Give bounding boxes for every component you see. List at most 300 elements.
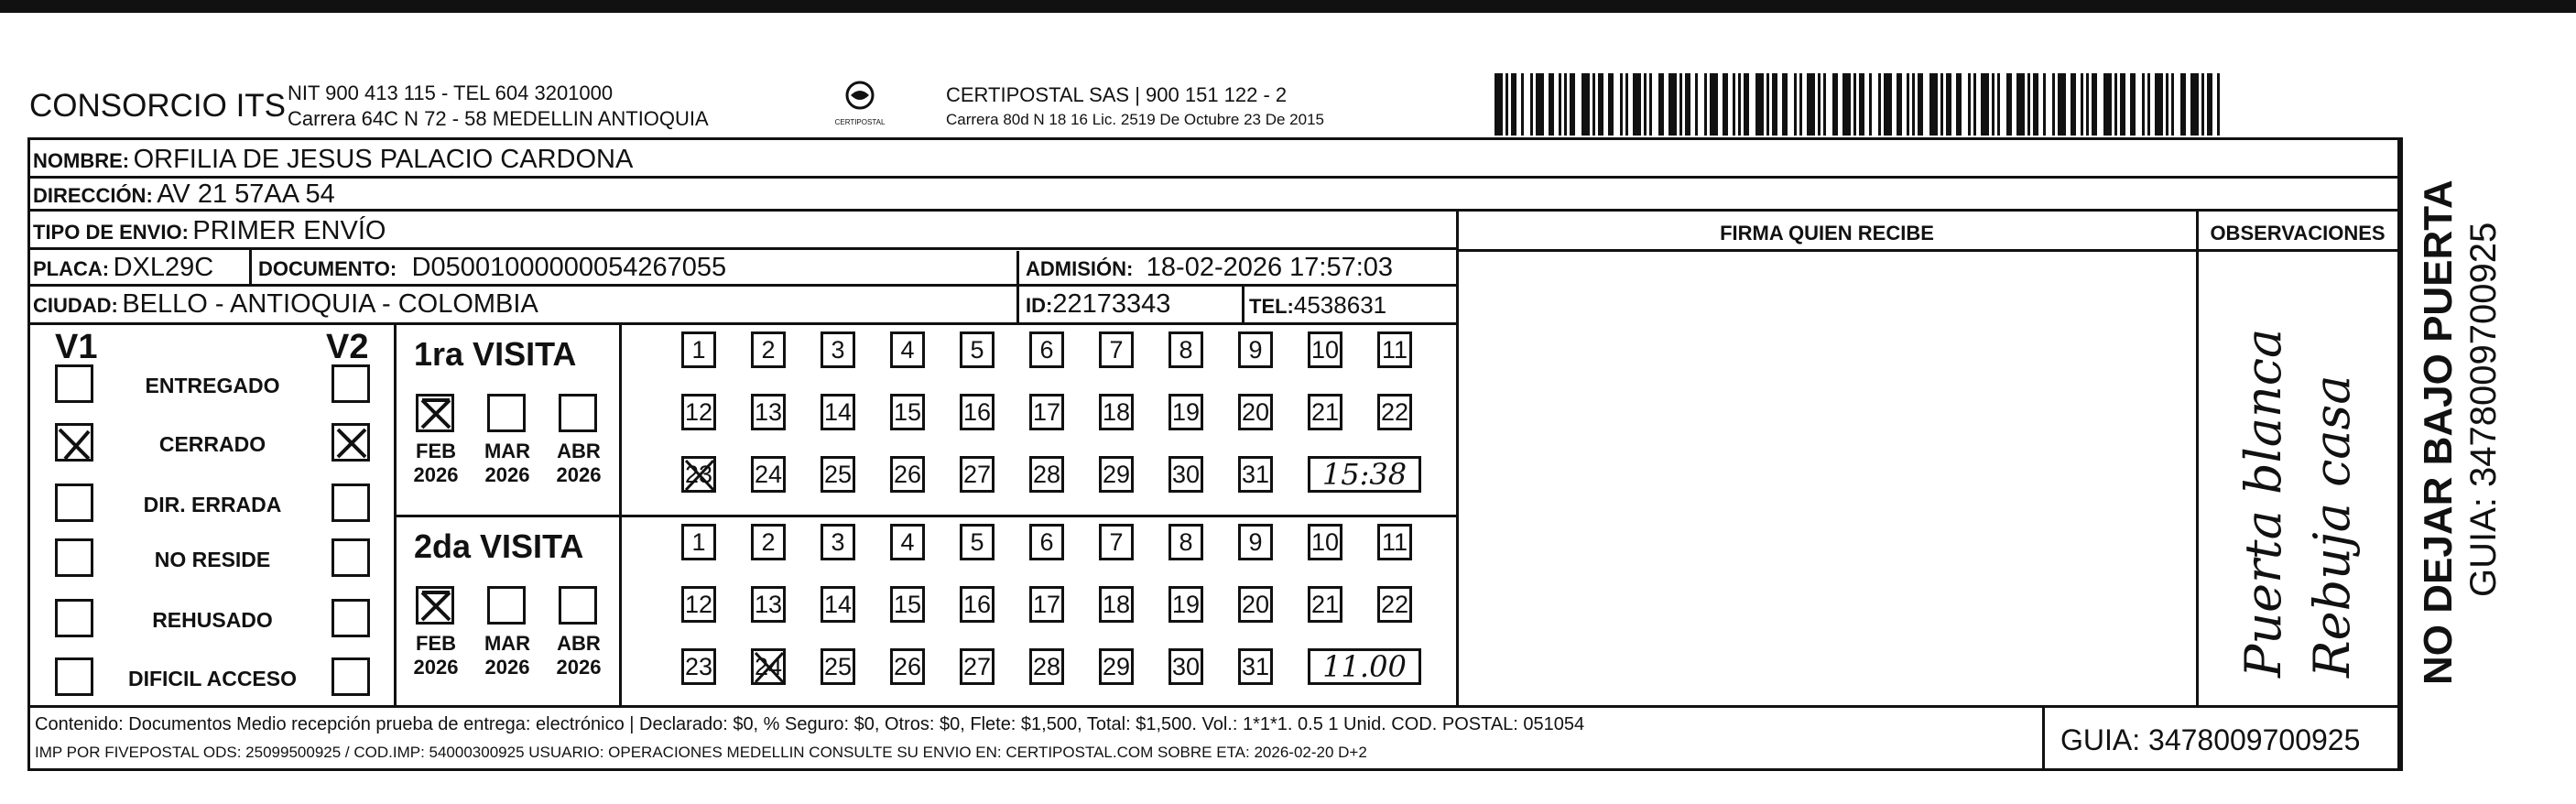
direccion-label: DIRECCIÓN:	[33, 184, 153, 207]
month-name: FEB	[416, 632, 456, 655]
day-number: 29	[1102, 460, 1131, 488]
v1-checkbox[interactable]	[55, 599, 93, 637]
month-year: 2026	[484, 656, 530, 679]
barcode-bar	[1581, 73, 1590, 136]
day-number: 14	[823, 590, 853, 618]
id-label: ID:	[1026, 294, 1053, 317]
month-name: FEB	[416, 440, 456, 462]
day-number: 1	[691, 527, 706, 556]
day-number: 31	[1241, 652, 1270, 680]
svg-text:CERTIPOSTAL: CERTIPOSTAL	[834, 118, 886, 126]
barcode-bar	[2207, 73, 2212, 136]
day-box[interactable]	[890, 394, 925, 430]
barcode-bar	[1794, 73, 1797, 136]
barcode-bar	[1755, 73, 1764, 136]
barcode-bar	[1649, 73, 1652, 136]
day-number: 9	[1248, 335, 1263, 364]
day-number: 16	[962, 590, 992, 618]
day-number: 13	[754, 397, 783, 426]
day-number: 15	[893, 590, 922, 618]
v2-checkbox[interactable]	[332, 538, 370, 577]
barcode-bar	[2155, 73, 2163, 136]
admision-value: 18-02-2026 17:57:03	[1146, 253, 1394, 282]
barcode-bar	[2171, 73, 2174, 136]
barcode-bar	[1592, 73, 1595, 136]
day-number: 22	[1380, 397, 1409, 426]
day-box[interactable]	[1168, 586, 1203, 623]
courier-name: CERTIPOSTAL SAS | 900 151 122 - 2	[946, 83, 1288, 106]
day-box[interactable]	[681, 331, 716, 368]
status-label: CERRADO	[158, 432, 266, 456]
barcode-bar	[1658, 73, 1664, 136]
barcode-bar	[1992, 73, 1994, 136]
day-box[interactable]	[1029, 524, 1064, 560]
barcode-bar	[1946, 73, 1951, 136]
barcode-bar	[2217, 73, 2220, 136]
day-box[interactable]	[890, 456, 925, 493]
day-number: 2	[761, 335, 776, 364]
barcode-bar	[1559, 73, 1561, 136]
barcode-bar	[1766, 73, 1769, 136]
barcode-bar	[1997, 73, 2000, 136]
divider	[27, 209, 2403, 212]
barcode-bar	[2120, 73, 2125, 136]
day-number: 8	[1179, 335, 1193, 364]
month-year: 2026	[556, 656, 602, 679]
divider	[2196, 209, 2199, 705]
barcode-bar	[1644, 73, 1647, 136]
day-number: 4	[900, 527, 915, 556]
barcode-bar	[1973, 73, 1976, 136]
day-box[interactable]	[821, 648, 855, 685]
status-label: ENTREGADO	[145, 374, 280, 397]
day-box[interactable]	[681, 394, 716, 430]
barcode-bar	[1679, 73, 1682, 136]
day-number: 27	[962, 460, 992, 488]
day-box[interactable]	[821, 394, 855, 430]
day-number: 13	[754, 590, 783, 618]
day-number: 4	[900, 335, 915, 364]
barcode-bar	[2033, 73, 2038, 136]
day-number: 27	[962, 652, 992, 680]
sender-address: Carrera 64C N 72 - 58 MEDELLIN ANTIOQUIA	[288, 107, 709, 130]
day-box[interactable]	[1029, 331, 1064, 368]
day-box[interactable]	[1377, 586, 1412, 623]
day-number: 29	[1102, 652, 1131, 680]
day-number: 9	[1248, 527, 1263, 556]
v1-checkbox[interactable]	[55, 483, 93, 522]
v1-checkbox[interactable]	[55, 364, 93, 403]
month-name: MAR	[484, 440, 531, 462]
day-number: 2	[761, 527, 776, 556]
day-number: 18	[1102, 590, 1131, 618]
day-number: 10	[1310, 335, 1340, 364]
day-number: 14	[823, 397, 853, 426]
month-name: MAR	[484, 632, 531, 655]
barcode-bar	[1744, 73, 1749, 136]
barcode-bar	[1878, 73, 1881, 136]
tipo-envio-label: TIPO DE ENVIO:	[33, 221, 189, 244]
status-label: REHUSADO	[152, 608, 273, 632]
day-number: 24	[754, 460, 783, 488]
day-mark	[684, 459, 715, 498]
barcode-bar	[1505, 73, 1508, 136]
direccion-value: AV 21 57AA 54	[157, 179, 335, 209]
barcode-bar	[1685, 73, 1690, 136]
placa-value: DXL29C	[113, 253, 214, 282]
barcode-bar	[2081, 73, 2083, 136]
day-number: 20	[1241, 590, 1270, 618]
day-number: 18	[1102, 397, 1131, 426]
v1-checkbox[interactable]	[55, 657, 93, 696]
day-number: 30	[1171, 460, 1201, 488]
barcode-bar	[1620, 73, 1623, 136]
day-box[interactable]	[960, 456, 995, 493]
top-edge-line	[0, 0, 2576, 13]
barcode-bar	[2180, 73, 2186, 136]
ciudad-label: CIUDAD:	[33, 294, 118, 317]
day-number: 23	[684, 460, 713, 488]
barcode-bar	[1495, 73, 1503, 136]
day-box[interactable]	[1308, 524, 1342, 560]
day-box[interactable]	[1029, 394, 1064, 430]
day-box[interactable]	[751, 331, 786, 368]
day-box[interactable]	[751, 456, 786, 493]
day-number: 17	[1032, 397, 1061, 426]
day-box[interactable]	[1168, 331, 1203, 368]
side-guia: GUIA: 3478009700925	[2463, 222, 2504, 597]
barcode-bar	[1799, 73, 1802, 136]
no-dejar-warning: NO DEJAR BAJO PUERTA	[2416, 179, 2461, 685]
v1-header: V1	[55, 328, 98, 366]
sender-nit: NIT 900 413 115 - TEL 604 3201000	[288, 81, 614, 104]
day-box[interactable]	[751, 586, 786, 623]
day-number: 22	[1380, 590, 1409, 618]
first-visit-title: 1ra VISITA	[414, 335, 577, 373]
footer-content: Contenido: Documentos Medio recepción prueba de entrega: electrónico | Declarado: $0, % Seguro: $0, Otros: $0, Flete: $1,500, Total: $1,500. Vol.: 1*1*1. 0.5 1 Unid. COD. POSTAL: 051054	[35, 714, 1585, 734]
day-box[interactable]	[751, 648, 786, 685]
month-year: 2026	[484, 463, 530, 486]
barcode-bar	[1564, 73, 1567, 136]
day-number: 12	[684, 397, 713, 426]
status-label: DIFICIL ACCESO	[127, 667, 297, 690]
barcode-bar	[2092, 73, 2097, 136]
barcode-bar	[1981, 73, 1989, 136]
barcode-bar	[1598, 73, 1603, 136]
day-box[interactable]	[1099, 394, 1134, 430]
day-number: 17	[1032, 590, 1061, 618]
divider	[394, 515, 1456, 517]
v2-header: V2	[326, 328, 369, 366]
day-box[interactable]	[1168, 394, 1203, 430]
day-box[interactable]	[681, 456, 716, 493]
day-box[interactable]	[1029, 648, 1064, 685]
second-visit-title: 2da VISITA	[414, 527, 584, 565]
day-number: 24	[754, 652, 783, 680]
v2-checkbox[interactable]	[332, 364, 370, 403]
day-box[interactable]	[1099, 331, 1134, 368]
barcode-bar	[2147, 73, 2150, 136]
day-number: 26	[893, 652, 922, 680]
ciudad-value: BELLO - ANTIOQUIA - COLOMBIA	[122, 289, 538, 319]
barcode-bar	[2071, 73, 2076, 136]
firma-header: FIRMA QUIEN RECIBE	[1720, 222, 1934, 244]
barcode-bar	[1570, 73, 1575, 136]
day-number: 25	[823, 460, 853, 488]
barcode-bar	[2201, 73, 2204, 136]
day-box[interactable]	[1238, 648, 1273, 685]
courier-license: Carrera 80d N 18 16 Lic. 2519 De Octubre 23 De 2015	[946, 111, 1324, 128]
barcode-bar	[1823, 73, 1826, 136]
barcode-bar	[1704, 73, 1707, 136]
divider	[27, 247, 1458, 250]
day-box[interactable]	[1099, 648, 1134, 685]
documento-label: DOCUMENTO:	[258, 257, 397, 280]
day-box[interactable]	[890, 524, 925, 560]
day-box[interactable]	[1029, 586, 1064, 623]
placa-label: PLACA:	[33, 257, 110, 280]
day-number: 3	[831, 335, 845, 364]
status-label: NO RESIDE	[154, 548, 271, 571]
day-box[interactable]	[821, 586, 855, 623]
month-name: ABR	[557, 440, 601, 462]
barcode-bar	[1918, 73, 1923, 136]
month-checkbox[interactable]	[416, 394, 454, 432]
month-year: 2026	[413, 656, 459, 679]
day-box[interactable]	[1238, 331, 1273, 368]
v2-checkbox[interactable]	[332, 423, 370, 462]
certipostal-logo	[829, 79, 891, 130]
barcode-bar	[1782, 73, 1788, 136]
divider	[27, 322, 1458, 325]
barcode-bar	[1956, 73, 1962, 136]
day-box[interactable]	[890, 648, 925, 685]
day-box[interactable]	[960, 586, 995, 623]
barcode-bar	[1818, 73, 1821, 136]
barcode-bar	[1710, 73, 1718, 136]
barcode-bar	[2058, 73, 2066, 136]
footer-guia: GUIA: 3478009700925	[2060, 723, 2361, 756]
barcode-bar	[1842, 73, 1851, 136]
barcode-bar	[1530, 73, 1533, 136]
day-box[interactable]	[1099, 524, 1134, 560]
day-number: 11	[1381, 335, 1408, 364]
barcode-bar	[2086, 73, 2089, 136]
observacion-line-1: Puerta blanca	[2234, 328, 2292, 678]
day-box[interactable]	[681, 586, 716, 623]
day-box[interactable]	[960, 524, 995, 560]
day-box[interactable]	[1238, 586, 1273, 623]
day-number: 6	[1039, 335, 1054, 364]
divider	[1456, 209, 1459, 705]
barcode-bar	[1772, 73, 1777, 136]
barcode	[1495, 73, 2227, 136]
barcode-bar	[1633, 73, 1641, 136]
admision-label: ADMISIÓN:	[1026, 257, 1134, 280]
day-box[interactable]	[821, 331, 855, 368]
barcode-bar	[1884, 73, 1892, 136]
day-number: 20	[1241, 397, 1270, 426]
day-number: 19	[1171, 590, 1201, 618]
barcode-bar	[1738, 73, 1741, 136]
observaciones-header: OBSERVACIONES	[2210, 222, 2386, 244]
day-number: 7	[1109, 335, 1124, 364]
barcode-bar	[1929, 73, 1938, 136]
day-box[interactable]	[1238, 524, 1273, 560]
barcode-bar	[2114, 73, 2117, 136]
day-box[interactable]	[890, 331, 925, 368]
divider	[1456, 249, 2403, 252]
day-number: 23	[684, 652, 713, 680]
tel-label: TEL:	[1249, 295, 1294, 318]
barcode-bar	[1668, 73, 1677, 136]
barcode-bar	[1968, 73, 1971, 136]
day-number: 11	[1381, 527, 1408, 556]
day-number: 1	[691, 335, 706, 364]
v1-checkbox[interactable]	[55, 538, 93, 577]
day-number: 28	[1032, 652, 1061, 680]
barcode-bar	[1853, 73, 1856, 136]
day-number: 25	[823, 652, 853, 680]
day-number: 12	[684, 590, 713, 618]
day-number: 7	[1109, 527, 1124, 556]
day-box[interactable]	[960, 331, 995, 368]
day-number: 8	[1179, 527, 1193, 556]
footer-imp: IMP POR FIVEPOSTAL ODS: 25099500925 / COD.IMP: 54000300925 USUARIO: OPERACIONES MEDELLIN CONSULTE SU ENVIO EN: CERTIPOSTAL.COM SOBRE ETA: 2026-02-20 D+2	[35, 744, 1367, 761]
day-box[interactable]	[751, 394, 786, 430]
day-box[interactable]	[890, 586, 925, 623]
divider	[2397, 137, 2400, 771]
status-label: DIR. ERRADA	[143, 493, 282, 516]
barcode-bar	[2052, 73, 2055, 136]
id-value: 22173343	[1052, 289, 1171, 319]
day-box[interactable]	[821, 524, 855, 560]
day-number: 6	[1039, 527, 1054, 556]
divider	[249, 249, 252, 284]
nombre-value: ORFILIA DE JESUS PALACIO CARDONA	[133, 145, 634, 174]
month-checkbox[interactable]	[487, 586, 526, 625]
day-number: 15	[893, 397, 922, 426]
tipo-envio-value: PRIMER ENVÍO	[192, 216, 386, 245]
barcode-bar	[1832, 73, 1838, 136]
month-year: 2026	[556, 463, 602, 486]
day-box[interactable]	[821, 456, 855, 493]
v2-checkbox[interactable]	[332, 483, 370, 522]
day-number: 31	[1241, 460, 1270, 488]
day-box[interactable]	[1308, 331, 1342, 368]
barcode-bar	[1549, 73, 1554, 136]
nombre-label: NOMBRE:	[33, 149, 130, 172]
barcode-bar	[1912, 73, 1915, 136]
day-box[interactable]	[1168, 456, 1203, 493]
day-box[interactable]	[681, 648, 716, 685]
day-box[interactable]	[1308, 394, 1342, 430]
documento-value: D05001000000054267055	[411, 253, 727, 282]
day-number: 5	[970, 527, 984, 556]
day-number: 16	[962, 397, 992, 426]
month-checkbox[interactable]	[559, 394, 597, 432]
day-number: 28	[1032, 460, 1061, 488]
barcode-bar	[2006, 73, 2012, 136]
barcode-bar	[1859, 73, 1864, 136]
v1-checkbox[interactable]	[55, 423, 93, 462]
barcode-bar	[1940, 73, 1943, 136]
day-box[interactable]	[751, 524, 786, 560]
day-box[interactable]	[960, 394, 995, 430]
v2-checkbox[interactable]	[332, 599, 370, 637]
month-checkbox[interactable]	[559, 586, 597, 625]
barcode-bar	[2103, 73, 2112, 136]
v2-checkbox[interactable]	[332, 657, 370, 696]
month-checkbox[interactable]	[416, 586, 454, 625]
day-box[interactable]	[1377, 331, 1412, 368]
day-box[interactable]	[681, 524, 716, 560]
divider	[27, 705, 2403, 708]
day-number: 19	[1171, 397, 1201, 426]
day-box[interactable]	[1377, 524, 1412, 560]
day-number: 10	[1310, 527, 1340, 556]
barcode-bar	[1733, 73, 1735, 136]
observacion-line-2: Rebuja casa	[2303, 375, 2361, 678]
day-number: 30	[1171, 652, 1201, 680]
day-box[interactable]	[1099, 586, 1134, 623]
divider	[27, 176, 2403, 179]
day-mark	[754, 651, 785, 690]
barcode-bar	[1807, 73, 1815, 136]
barcode-bar	[2190, 73, 2199, 136]
visit-time-box[interactable]: 15:38	[1308, 456, 1421, 493]
day-box[interactable]	[1308, 586, 1342, 623]
day-number: 5	[970, 335, 984, 364]
day-box[interactable]	[960, 648, 995, 685]
divider	[394, 322, 397, 705]
day-box[interactable]	[1238, 394, 1273, 430]
day-box[interactable]	[1099, 456, 1134, 493]
barcode-bar	[1695, 73, 1698, 136]
barcode-bar	[2142, 73, 2145, 136]
month-name: ABR	[557, 632, 601, 655]
barcode-bar	[2016, 73, 2025, 136]
barcode-bar	[1625, 73, 1628, 136]
day-number: 21	[1310, 397, 1340, 426]
divider	[2042, 705, 2045, 771]
barcode-bar	[2043, 73, 2046, 136]
day-box[interactable]	[1168, 648, 1203, 685]
day-box[interactable]	[1377, 394, 1412, 430]
barcode-bar	[1723, 73, 1728, 136]
divider	[1242, 286, 1245, 322]
month-checkbox[interactable]	[487, 394, 526, 432]
barcode-bar	[1897, 73, 1902, 136]
month-year: 2026	[413, 463, 459, 486]
day-number: 21	[1310, 590, 1340, 618]
divider	[1016, 251, 1019, 322]
barcode-bar	[2166, 73, 2168, 136]
barcode-bar	[1608, 73, 1614, 136]
tel-value: 4538631	[1293, 291, 1387, 319]
barcode-bar	[1869, 73, 1872, 136]
barcode-bar	[2027, 73, 2030, 136]
day-number: 26	[893, 460, 922, 488]
barcode-bar	[1521, 73, 1524, 136]
visit-time-box[interactable]: 11.00	[1308, 648, 1421, 685]
divider	[619, 322, 622, 705]
day-number: 3	[831, 527, 845, 556]
day-box[interactable]	[1168, 524, 1203, 560]
sender-brand: CONSORCIO ITS	[29, 88, 287, 124]
day-box[interactable]	[1029, 456, 1064, 493]
day-box[interactable]	[1238, 456, 1273, 493]
